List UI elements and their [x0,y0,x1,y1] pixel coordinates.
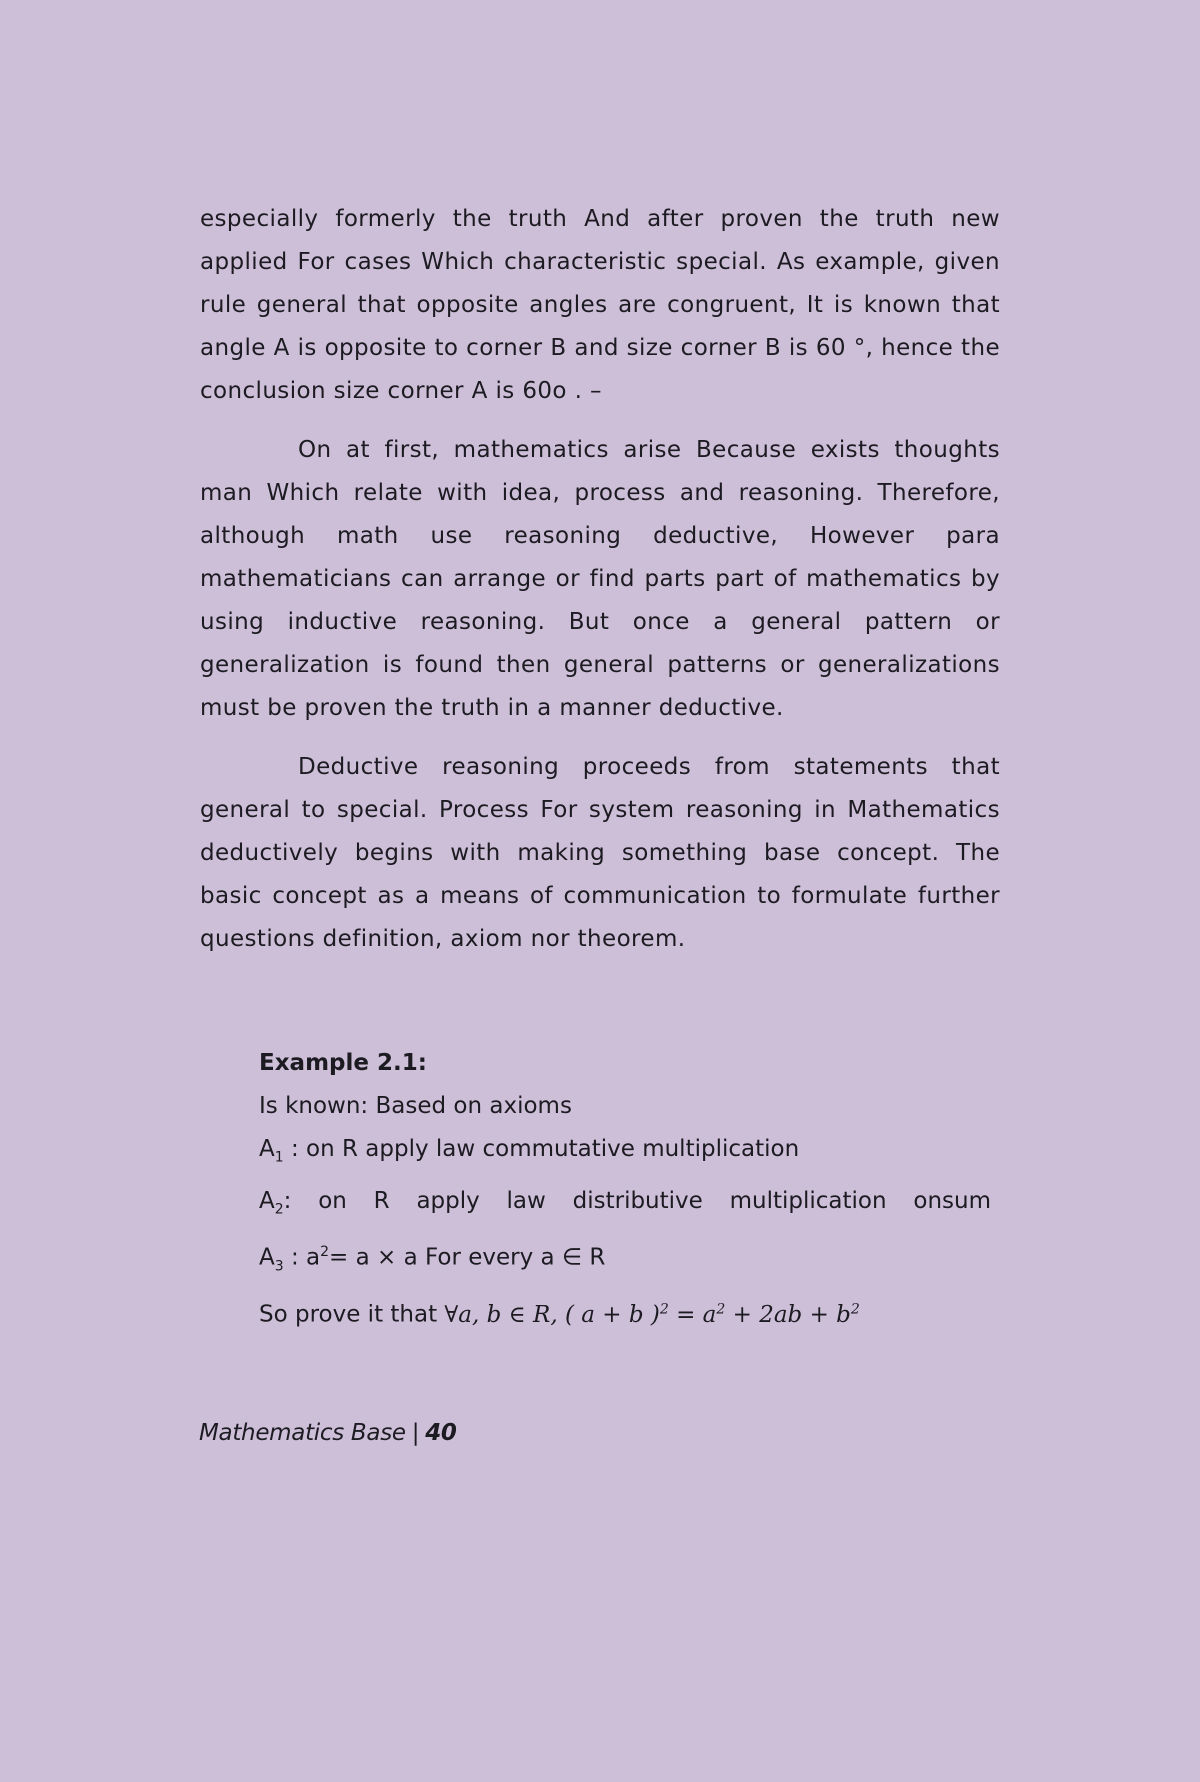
prove-sup-3: 2 [850,1301,860,1318]
body-text [200,198,1000,977]
axiom-a3-post: = a × a For every a ∈ R [329,1244,606,1271]
axiom-a2-word: onsum [913,1187,991,1214]
axiom-a3-label: A [259,1244,275,1271]
axiom-a2-word: law [506,1187,546,1214]
axiom-a2-word: multiplication [729,1187,887,1214]
axiom-a2-word: on [318,1187,347,1214]
axiom-a3-sub: 3 [274,1258,284,1275]
example-title: Example 2.1: [259,1050,427,1076]
prove-sup-2: 2 [716,1301,726,1318]
example-known: Is known: Based on axioms [259,1093,572,1119]
axiom-a2-word: apply [416,1187,480,1214]
axiom-a1-sub: 1 [274,1149,284,1166]
axiom-a3-sup: 2 [320,1244,330,1261]
axiom-a2-word: R [373,1187,390,1214]
prove-statement [259,1288,999,1337]
axiom-a1-text: : on R apply law commutative multiplication [290,1136,800,1162]
axiom-a2-label: A [259,1187,275,1214]
axiom-a1-label: A [259,1136,275,1162]
prove-math [444,1302,859,1328]
axiom-a2 [259,1180,991,1232]
axiom-a2-sub: 2 [274,1201,284,1218]
prove-sup-1: 2 [659,1301,669,1318]
axiom-a2-head [259,1180,291,1232]
page-number: 40 [425,1420,457,1446]
prove-math-b: = a [668,1302,717,1329]
axiom-a1 [259,1128,999,1180]
paragraph-2: On at first, mathematics arise Because exists thoughts man Which relate with idea, process and reasoning. Therefore, although math use reasoning deductive, However para mathematicians can arrange or find parts part of mathematics by using inductive reasoning. But once a general pattern or generalization is found then general patterns or generalizations must be proven the truth in a manner deductive. [200,437,1000,721]
example-block [259,1042,999,1337]
prove-text: So prove it that [259,1302,438,1329]
footer-separator: | [411,1420,420,1446]
axiom-a2-word: distributive [572,1187,703,1214]
footer-title: Mathematics Base [199,1420,406,1446]
paragraph-1: especially formerly the truth And after proven the truth new applied For cases Which characteristic special. As example, given rule general that opposite angles are congruent, It is known that angle A is opposite to corner B and size corner B is 60 °, hence the conclusion size corner A is 60o . – [200,206,1000,404]
paragraph-3: Deductive reasoning proceeds from statements that general to special. Process For system reasoning in Mathematics deductively begins with making something base concept. The basic concept as a means of communication to formulate further questions definition, axiom nor theorem. [200,754,1000,952]
prove-math-a: ∀a, b ∈ R, ( a + b ) [444,1302,660,1329]
prove-math-c: + 2ab + b [725,1302,851,1329]
axiom-a3 [259,1231,999,1288]
axiom-a2-word: : [283,1187,292,1214]
axiom-a3-pre: : a [290,1244,321,1271]
page-footer [199,1420,457,1446]
